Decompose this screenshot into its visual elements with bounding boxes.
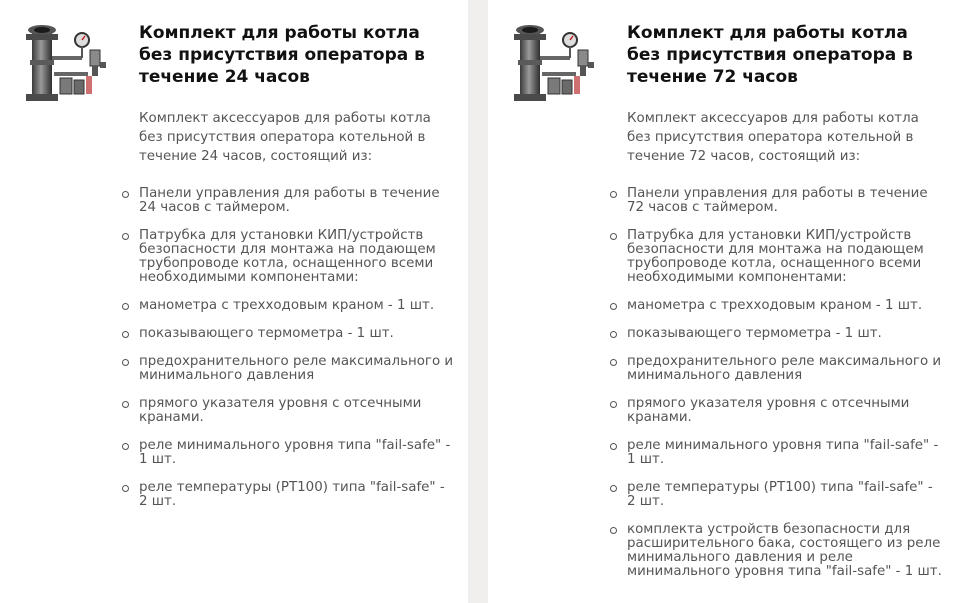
card-title: Комплект для работы котла без присутствия оператора в течение 24 часов (139, 23, 425, 87)
list-item: реле температуры (PT100) типа "fail-safe" - 2 шт. (627, 481, 945, 509)
component-list (627, 187, 945, 593)
boiler-fitting-assembly-icon (20, 16, 112, 108)
list-item: реле температуры (PT100) типа "fail-safe" - 2 шт. (139, 481, 457, 509)
list-item: прямого указателя уровня с отсечными кранами. (627, 397, 945, 425)
card-title: Комплект для работы котла без присутствия оператора в течение 72 часов (627, 23, 913, 87)
card-intro: Комплект аксессуаров для работы котла без присутствия оператора котельной в течение 24 часов, состоящий из: (139, 111, 431, 164)
list-item: реле минимального уровня типа "fail-safe" - 1 шт. (627, 439, 945, 467)
list-item: Панели управления для работы в течение 24 часов с таймером. (139, 187, 457, 215)
list-item: реле минимального уровня типа "fail-safe" - 1 шт. (139, 439, 457, 467)
list-item: показывающего термометра - 1 шт. (627, 327, 945, 341)
list-item: комплекта устройств безопасности для расширительного бака, состоящего из реле минимального давления и реле минимального уровня типа "fail-safe" - 1 шт. (627, 523, 945, 579)
list-item: предохранительного реле максимального и минимального давления (627, 355, 945, 383)
list-item: Патрубка для установки КИП/устройств безопасности для монтажа на подающем трубопроводе котла, оснащенного всеми необходимыми компонентами: (139, 229, 457, 285)
list-item: Патрубка для установки КИП/устройств безопасности для монтажа на подающем трубопроводе котла, оснащенного всеми необходимыми компонентами: (627, 229, 945, 285)
list-item: Панели управления для работы в течение 72 часов с таймером. (627, 187, 945, 215)
list-item: прямого указателя уровня с отсечными кранами. (139, 397, 457, 425)
list-item: предохранительного реле максимального и минимального давления (139, 355, 457, 383)
list-item: показывающего термометра - 1 шт. (139, 327, 457, 341)
product-card-24h (0, 0, 468, 603)
list-item: манометра с трехходовым краном - 1 шт. (139, 299, 457, 313)
component-list (139, 187, 457, 523)
product-card-72h (488, 0, 955, 603)
card-intro: Комплект аксессуаров для работы котла без присутствия оператора котельной в течение 72 часов, состоящий из: (627, 111, 919, 164)
list-item: манометра с трехходовым краном - 1 шт. (627, 299, 945, 313)
boiler-fitting-assembly-icon (508, 16, 600, 108)
